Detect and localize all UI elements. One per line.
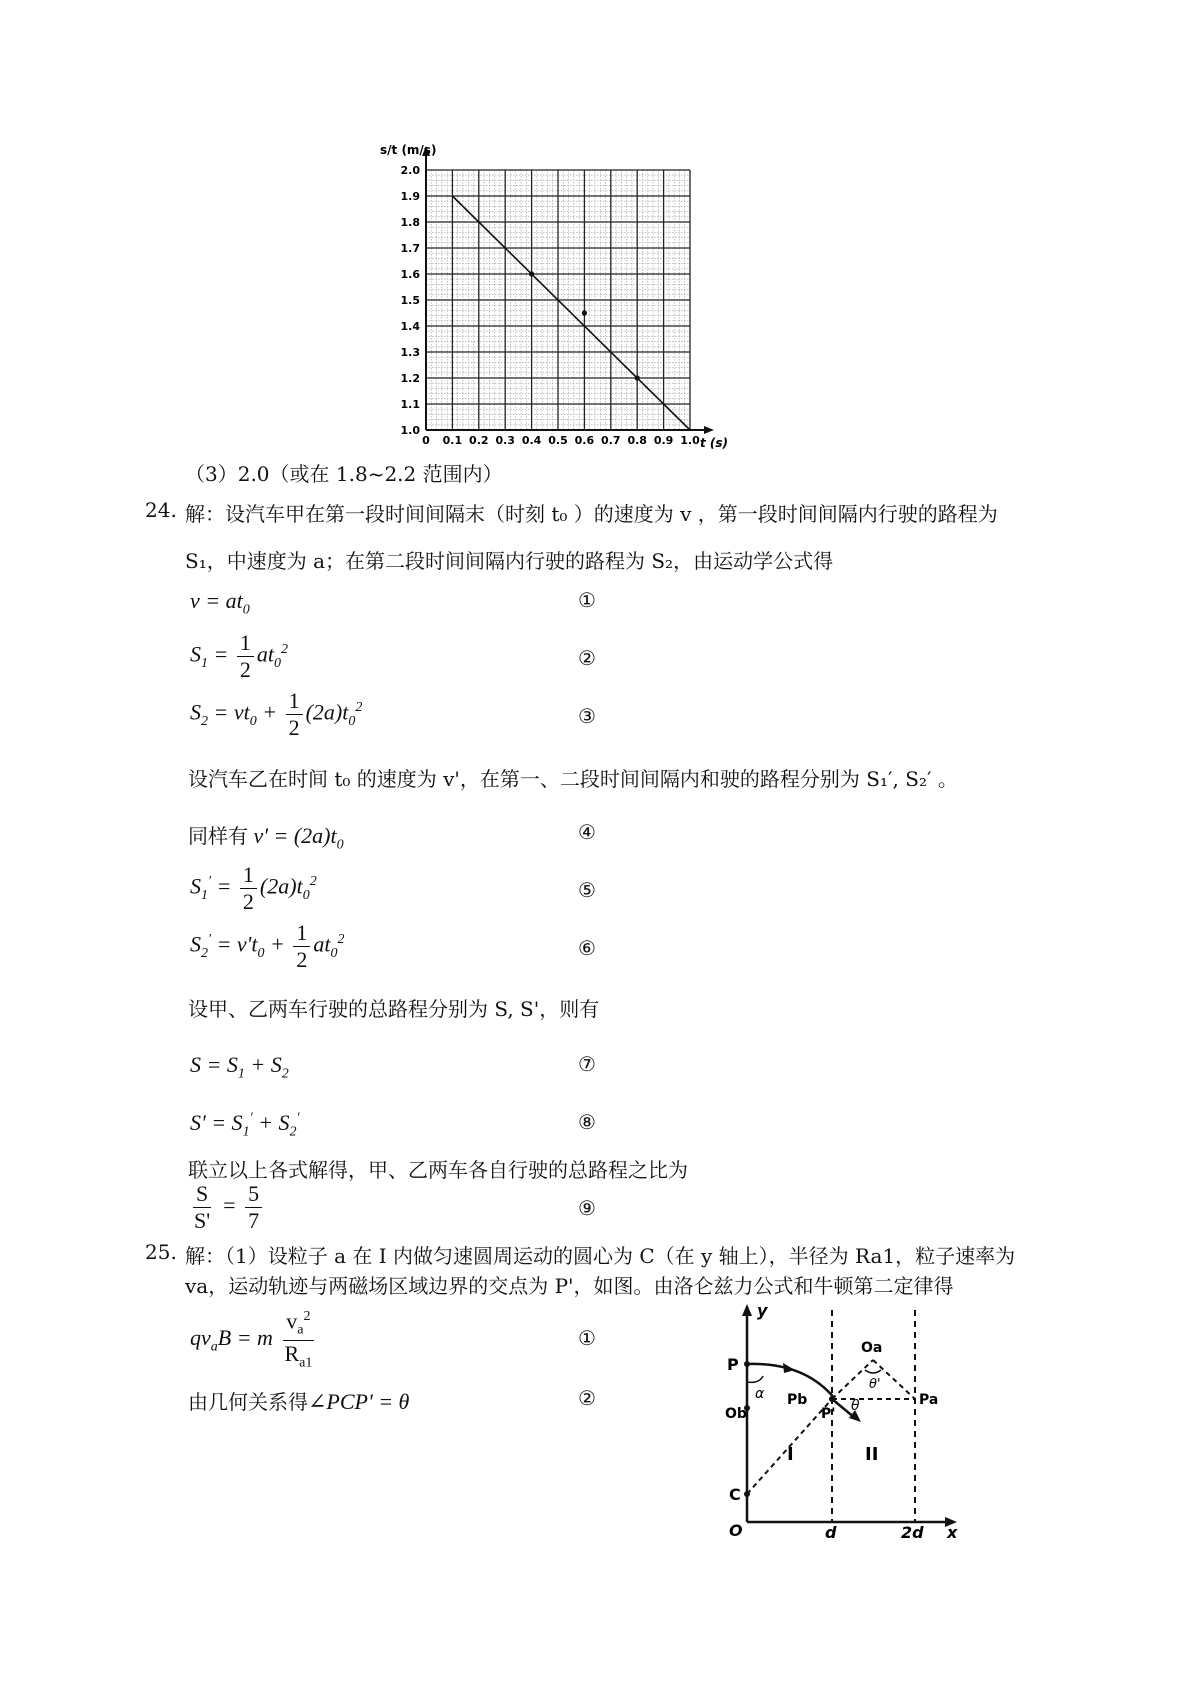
diagram-label-ob: Ob xyxy=(725,1406,747,1422)
x-tick-label: 0.2 xyxy=(469,434,489,447)
x-tick-label: 0.8 xyxy=(627,434,647,447)
eq-vprime: 同样有 $v' = (2a)t_0$ xyxy=(188,823,344,853)
diagram-label-2d: 2d xyxy=(901,1523,924,1542)
q23-part3-answer: （3）2.0（或在 1.8~2.2 范围内） xyxy=(185,462,503,486)
oa-left-line xyxy=(832,1360,873,1399)
eq-marker-9: ⑨ xyxy=(578,1196,596,1220)
diagram-label-y: y xyxy=(757,1301,768,1320)
diagram-label-pa: Pa xyxy=(919,1392,939,1408)
diagram-label-p: P xyxy=(727,1355,739,1374)
q25-marker-1: ① xyxy=(578,1326,596,1350)
x-tick-label: 0.6 xyxy=(574,434,595,447)
q25-number: 25. xyxy=(145,1240,177,1264)
x-tick-label: 0.1 xyxy=(442,434,463,447)
q24-intro-b: 设汽车乙在时间 t₀ 的速度为 v'，在第一、二段时间间隔内和驶的路程分别为 S₁′, S₂′ 。 xyxy=(188,767,958,791)
data-point xyxy=(529,271,534,276)
y-tick-label: 1.0 xyxy=(400,424,420,437)
diagram-label-theta-prime: θ' xyxy=(869,1377,881,1392)
eq-geometry: 由几何关系得∠PCP' = θ xyxy=(188,1389,410,1414)
eq-s2: $S_2 = vt_0$ + $\frac{1}{2}$ $(2a)t_0^2$ xyxy=(190,688,363,740)
y-tick-label: 1.3 xyxy=(400,346,420,359)
diagram-label-c: C xyxy=(729,1485,741,1504)
eq-v-at0: $v = at_0$ xyxy=(190,588,250,618)
eq-s-total: $S = S_1 + S_2$ xyxy=(190,1052,289,1082)
y-tick-label: 2.0 xyxy=(400,164,420,177)
eq-marker-7: ⑦ xyxy=(578,1052,596,1076)
eq-s1: $S_1$ = $\frac{1}{2}$ $at_0^2$ xyxy=(190,630,288,682)
alpha-arc xyxy=(747,1376,763,1382)
point-pprime xyxy=(829,1396,835,1402)
q25-line2: va，运动轨迹与两磁场区域边界的交点为 P'，如图。由洛仑兹力公式和牛顿第二定律得 xyxy=(185,1274,954,1298)
q24-intro-c: 设甲、乙两车行驶的总路程分别为 S, S'，则有 xyxy=(188,997,600,1021)
y-axis-arrow xyxy=(742,1304,752,1316)
geom-text: 由几何关系得 xyxy=(188,1390,308,1414)
y-tick-label: 1.2 xyxy=(400,372,420,385)
diagram-label-region-2: II xyxy=(865,1444,879,1465)
eq-s1prime: $S_1'$ = $\frac{1}{2}$ $(2a)t_0^2$ xyxy=(190,862,317,914)
diagram-label-oa: Oa xyxy=(861,1340,883,1356)
q25-marker-2: ② xyxy=(578,1386,596,1410)
diagram-label-pprime: P' xyxy=(821,1406,836,1422)
diagram-label-d: d xyxy=(825,1523,837,1542)
x-tick-label: 0.9 xyxy=(653,434,674,447)
eq-marker-8: ⑧ xyxy=(578,1110,596,1134)
y-tick-label: 1.7 xyxy=(400,242,420,255)
eq-marker-4: ④ xyxy=(578,820,596,844)
y-tick-label: 1.6 xyxy=(400,268,420,281)
diagram-label-o: O xyxy=(729,1521,743,1540)
chart-series xyxy=(452,196,690,430)
data-point xyxy=(582,310,587,315)
q25-line1: 解：（1）设粒子 a 在 I 内做匀速圆周运动的圆心为 C（在 y 轴上），半径为 Ra1，粒子速率为 xyxy=(185,1244,1016,1268)
point-p xyxy=(744,1361,750,1367)
x-tick-label: 0.5 xyxy=(548,434,568,447)
q24-line2: S₁，中速度为 a；在第二段时间间隔内行驶的路程为 S₂，由运动学公式得 xyxy=(185,549,834,573)
x-tick-label: 0 xyxy=(422,434,430,447)
y-tick-label: 1.1 xyxy=(400,398,420,411)
eq-sprime-total: $S' = S_1' + S_2'$ xyxy=(190,1110,300,1140)
y-tick-label: 1.9 xyxy=(400,190,420,203)
eq-marker-3: ③ xyxy=(578,704,596,728)
eq-marker-6: ⑥ xyxy=(578,936,596,960)
q24-conclusion: 联立以上各式解得，甲、乙两车各自行驶的总路程之比为 xyxy=(188,1158,688,1182)
fit-line xyxy=(452,196,690,430)
diagram-label-pb: Pb xyxy=(787,1392,808,1408)
y-tick-label: 1.8 xyxy=(400,216,420,229)
eq-marker-2: ② xyxy=(578,646,596,670)
y-tick-label: 1.4 xyxy=(400,320,420,333)
x-tick-label: 1.0 xyxy=(680,434,700,447)
q24-line1: 解：设汽车甲在第一段时间间隔末（时刻 t₀ ）的速度为 v ，第一段时间间隔内行驶的路程为 xyxy=(185,502,998,526)
diagram-label-region-1: I xyxy=(787,1444,794,1465)
diagram-label-x: x xyxy=(947,1523,958,1542)
eq-marker-1: ① xyxy=(578,588,596,612)
magnetic-field-diagram xyxy=(725,1300,965,1540)
x-axis-arrow xyxy=(704,426,714,434)
chart-axes xyxy=(422,146,714,434)
eq-marker-5: ⑤ xyxy=(578,878,596,902)
diagram-label-alpha: α xyxy=(755,1386,765,1402)
speed-time-chart xyxy=(378,140,729,460)
x-tick-label: 0.4 xyxy=(521,434,542,447)
q24-number: 24. xyxy=(145,498,177,522)
y-tick-labels xyxy=(401,164,421,437)
x-tick-label: 0.7 xyxy=(601,434,621,447)
data-point xyxy=(635,375,640,380)
eq-lorentz: $qv_aB = m$ $\frac{v_a^2}{R_{a1}}$ xyxy=(190,1308,313,1371)
diagram-label-theta: θ xyxy=(851,1398,860,1414)
y-axis-label: s/t (m/s) xyxy=(380,143,437,157)
point-c xyxy=(744,1491,750,1497)
trajectory-arrow-head xyxy=(783,1363,795,1373)
x-axis-label: t (s) xyxy=(700,436,729,450)
y-tick-label: 1.5 xyxy=(400,294,420,307)
same-prefix: 同样有 xyxy=(188,824,248,848)
eq-ratio: $\frac{S}{S'}$ = $\frac{5}{7}$ xyxy=(188,1183,265,1232)
x-tick-label: 0.3 xyxy=(495,434,515,447)
eq-s2prime: $S_2' = v't_0$ + $\frac{1}{2}$ $at_0^2$ xyxy=(190,920,345,972)
x-tick-labels xyxy=(422,434,700,447)
theta-prime-arc xyxy=(865,1370,881,1373)
